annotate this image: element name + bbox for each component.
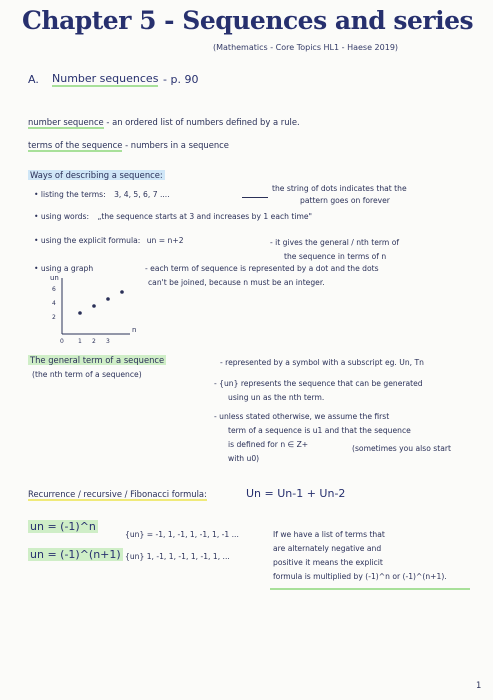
general-term-def: - represented by a symbol with a subscript eg. Un, Tn [220, 358, 424, 367]
alternating-seq-2: {un} 1, -1, 1, -1, 1, -1, 1, ... [125, 552, 230, 561]
y-axis-label: un [50, 274, 59, 282]
alternating-eq-2: un = (-1)^(n+1) [30, 548, 121, 561]
list-item: • listing the terms: 3, 4, 5, 6, 7 .... [34, 190, 170, 199]
note-text: If we have a list of terms that [273, 530, 385, 539]
highlight-underline [270, 588, 470, 590]
recurrence-label: Recurrence / recursive / Fibonacci formula: [28, 489, 207, 499]
list-item: • using words: „the sequence starts at 3 and increases by 1 each time" [34, 212, 313, 221]
note-text: with u0) [228, 454, 260, 463]
note-text: - each term of sequence is represented by a dot and the dots [145, 264, 379, 273]
note-text: formula is multiplied by (-1)^n or (-1)^(n+1). [273, 572, 447, 581]
recurrence-formula: Un = Un-1 + Un-2 [246, 487, 346, 500]
note-text: the sequence in terms of n [284, 252, 387, 261]
general-term-label: The general term of a sequence [30, 355, 165, 365]
note-text: are alternately negative and [273, 544, 382, 553]
note-text: the string of dots indicates that the [272, 184, 407, 193]
data-point [120, 290, 124, 294]
general-term-sub: (the nth term of a sequence) [32, 370, 142, 379]
section-letter: A. [28, 73, 39, 86]
note-text: (sometimes you also start [352, 444, 451, 453]
note-text: - {un} represents the sequence that can be generated [214, 379, 423, 388]
note-text: - unless stated otherwise, we assume the first [214, 412, 390, 421]
arrow-icon [242, 197, 268, 198]
x-tick-label: 2 [92, 338, 96, 344]
note-text: is defined for n ∈ Z+ [228, 440, 309, 449]
y-tick-label: 2 [52, 314, 56, 321]
note-text: term of a sequence is u1 and that the sequence [228, 426, 411, 435]
sequence-graph [40, 272, 140, 344]
data-point [78, 311, 82, 315]
definition-term: number sequence - an ordered list of numbers defined by a rule. [28, 117, 300, 127]
alternating-eq-1: un = (-1)^n [30, 520, 96, 533]
note-text: positive it means the explicit [273, 558, 383, 567]
page-reference: - p. 90 [163, 73, 199, 86]
x-tick-label: 3 [106, 338, 110, 344]
ways-heading: Ways of describing a sequence: [30, 170, 163, 180]
note-text: - it gives the general / nth term of [270, 238, 400, 247]
note-text: pattern goes on forever [300, 196, 390, 205]
source-note: (Mathematics - Core Topics HL1 - Haese 2019) [213, 43, 399, 52]
x-tick-label: 0 [60, 338, 64, 344]
y-tick-label: 6 [52, 286, 56, 293]
note-text: using un as the nth term. [228, 393, 325, 402]
x-axis-label: n [132, 326, 137, 334]
list-item: • using a graph [34, 264, 94, 273]
y-tick-label: 4 [52, 300, 56, 307]
data-point [106, 297, 110, 301]
section-heading: Number sequences [52, 72, 159, 85]
alternating-seq-1: {un} = -1, 1, -1, 1, -1, 1, -1 ... [125, 530, 239, 539]
x-tick-label: 1 [78, 338, 82, 344]
data-point [92, 304, 96, 308]
page-number: 1 [476, 680, 482, 690]
definition-term: terms of the sequence - numbers in a sequence [28, 140, 229, 150]
list-item: • using the explicit formula: un = n+2 [34, 236, 184, 245]
page-title: Chapter 5 - Sequences and series [22, 6, 474, 35]
note-text: can't be joined, because n must be an integer. [148, 278, 325, 287]
